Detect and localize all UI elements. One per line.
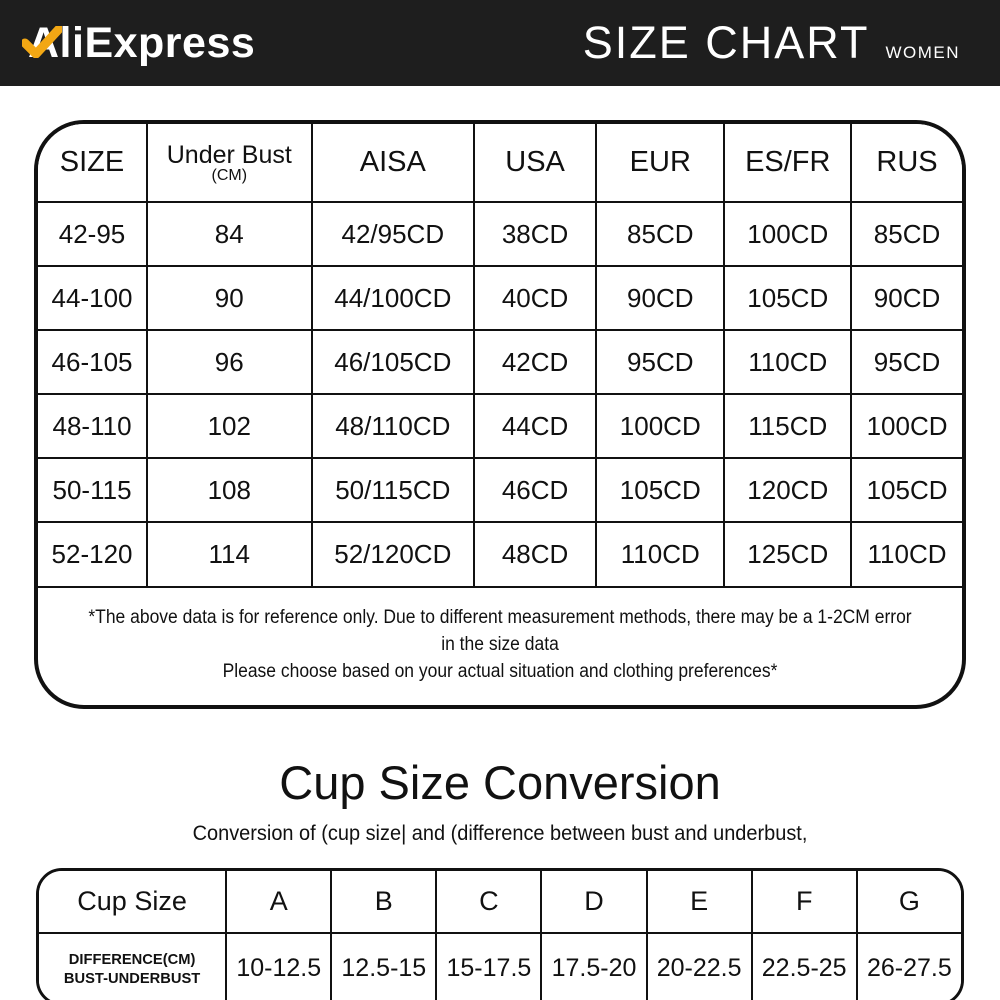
cell-underbust: 114 (147, 522, 311, 586)
cell-size: 52-120 (38, 522, 147, 586)
women-label: WOMEN (885, 43, 960, 62)
size-row-52-120 (38, 522, 962, 586)
cell-underbust: 90 (147, 266, 311, 330)
cell-underbust: 102 (147, 394, 311, 458)
footnote-line-1: *The above data is for reference only. Due to different measurement methods, there may be a 1-2CM error in the size data (88, 607, 912, 655)
cell-size: 46-105 (38, 330, 147, 394)
cell-usa: 44CD (474, 394, 596, 458)
cell-aisa: 42/95CD (312, 202, 475, 266)
cell-usa: 42CD (474, 330, 596, 394)
cell-underbust: 96 (147, 330, 311, 394)
size-row-48-110 (38, 394, 962, 458)
difference-value-g: 26-27.5 (857, 933, 961, 1000)
cup-g-header: G (857, 871, 961, 933)
col-header-aisa: AISA (312, 124, 475, 202)
cup-e-header: E (647, 871, 752, 933)
cup-c-header: C (436, 871, 541, 933)
cell-rus: 110CD (851, 522, 962, 586)
cell-usa: 48CD (474, 522, 596, 586)
cell-eur: 85CD (596, 202, 724, 266)
header-title-group (583, 17, 960, 69)
cell-size: 48-110 (38, 394, 147, 458)
cell-underbust: 84 (147, 202, 311, 266)
cell-aisa: 48/110CD (312, 394, 475, 458)
cup-size-table-container (36, 868, 964, 1000)
size-row-46-105 (38, 330, 962, 394)
difference-value-c: 15-17.5 (436, 933, 541, 1000)
cell-esfr: 120CD (724, 458, 851, 522)
cell-usa: 46CD (474, 458, 596, 522)
cell-esfr: 100CD (724, 202, 851, 266)
col-header-underbust-label: Under Bust (166, 140, 292, 169)
cell-esfr: 125CD (724, 522, 851, 586)
difference-value-f: 22.5-25 (752, 933, 857, 1000)
cup-table-difference-row (39, 933, 961, 1000)
difference-value-b: 12.5-15 (331, 933, 436, 1000)
cell-underbust: 108 (147, 458, 311, 522)
cell-usa: 40CD (474, 266, 596, 330)
size-row-50-115 (38, 458, 962, 522)
cell-rus: 95CD (851, 330, 962, 394)
col-header-esfr: ES/FR (724, 124, 851, 202)
cup-b-header: B (331, 871, 436, 933)
cell-size: 50-115 (38, 458, 147, 522)
col-header-size: SIZE (38, 124, 147, 202)
cell-eur: 90CD (596, 266, 724, 330)
difference-value-d: 17.5-20 (541, 933, 646, 1000)
cup-size-conversion-subtitle: Conversion of (cup size| and (difference between bust and underbust, (192, 822, 808, 845)
cell-rus: 85CD (851, 202, 962, 266)
size-table (38, 124, 962, 586)
cup-size-header: Cup Size (39, 871, 226, 933)
difference-value-e: 20-22.5 (647, 933, 752, 1000)
cell-esfr: 115CD (724, 394, 851, 458)
cell-esfr: 105CD (724, 266, 851, 330)
cell-size: 44-100 (38, 266, 147, 330)
footnote-line-2: Please choose based on your actual situation and clothing preferences* (222, 661, 778, 682)
cell-eur: 105CD (596, 458, 724, 522)
cell-rus: 90CD (851, 266, 962, 330)
cup-size-conversion-title: Cup Size Conversion (279, 756, 721, 809)
cell-rus: 105CD (851, 458, 962, 522)
cell-usa: 38CD (474, 202, 596, 266)
cup-d-header: D (541, 871, 646, 933)
cell-aisa: 52/120CD (312, 522, 475, 586)
size-table-header-row (38, 124, 962, 202)
cell-eur: 100CD (596, 394, 724, 458)
cup-f-header: F (752, 871, 857, 933)
cell-aisa: 46/105CD (312, 330, 475, 394)
cup-a-header: A (226, 871, 331, 933)
size-row-44-100 (38, 266, 962, 330)
cell-rus: 100CD (851, 394, 962, 458)
col-header-usa: USA (474, 124, 596, 202)
difference-row-label (39, 933, 226, 1000)
size-table-footnote (38, 586, 962, 705)
col-header-rus: RUS (851, 124, 962, 202)
col-header-underbust (147, 124, 311, 202)
cup-table-header-row (39, 871, 961, 933)
logo-text: AliExpress (28, 18, 256, 67)
cell-esfr: 110CD (724, 330, 851, 394)
cup-size-table (39, 871, 961, 1000)
cell-aisa: 50/115CD (312, 458, 475, 522)
cell-eur: 110CD (596, 522, 724, 586)
aliexpress-logo (28, 19, 255, 68)
difference-label-line-2: BUST-UNDERBUST (63, 969, 201, 987)
page-title: SIZE CHART (582, 17, 870, 68)
header-bar (0, 0, 1000, 86)
cell-eur: 95CD (596, 330, 724, 394)
cell-aisa: 44/100CD (312, 266, 475, 330)
difference-label-line-1: DIFFERENCE(CM) (68, 950, 196, 968)
cell-size: 42-95 (38, 202, 147, 266)
size-row-42-95 (38, 202, 962, 266)
size-table-container (34, 120, 966, 709)
col-header-underbust-unit: (CM) (211, 166, 248, 184)
col-header-eur: EUR (596, 124, 724, 202)
difference-value-a: 10-12.5 (226, 933, 331, 1000)
